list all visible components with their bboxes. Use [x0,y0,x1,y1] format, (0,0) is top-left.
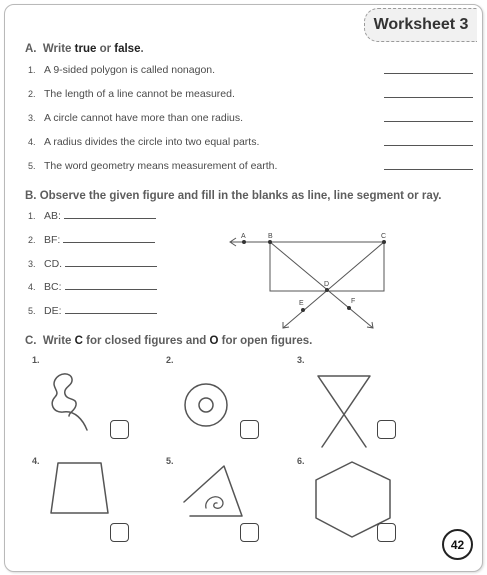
item-number: 5. [28,161,36,171]
worksheet-title-tag [364,8,477,42]
item-label: AB: [44,210,61,222]
figure-number: 4. [32,456,40,466]
line-ce [283,242,384,328]
blank-line[interactable] [65,305,157,314]
section-c-letter: C. [25,335,37,347]
item-label: CD. [44,258,63,270]
section-a-item [28,112,243,124]
item-text: A 9-sided polygon is called nonagon. [44,64,216,76]
section-a-item [28,160,277,172]
trapezium-shape [51,463,108,513]
section-c-o-letter: O [209,335,219,347]
inner-circle [199,398,213,412]
answer-box-3[interactable] [377,420,396,439]
item-number: 3. [28,259,36,269]
ring-figure [183,382,229,428]
answer-line[interactable] [384,145,473,146]
section-a-item [28,136,259,148]
answer-line[interactable] [384,169,473,170]
item-label: DE: [44,305,62,317]
answer-box-5[interactable] [240,523,259,542]
figure-number: 2. [166,355,174,365]
point-c [382,240,386,244]
answer-line[interactable] [384,121,473,122]
answer-box-1[interactable] [110,420,129,439]
section-b-item [28,258,157,270]
item-number: 2. [28,235,36,245]
item-number: 3. [28,113,36,123]
blank-line[interactable] [64,210,156,219]
answer-line[interactable] [384,97,473,98]
squiggle-curve-figure [45,370,95,432]
point-a [242,240,246,244]
section-a-item [28,64,215,76]
section-b-item [28,234,155,246]
section-c-heading [25,335,312,347]
section-b-item [28,305,157,317]
item-number: 1. [28,211,36,221]
blank-line[interactable] [65,258,157,267]
section-a-prefix: Write [42,43,75,55]
point-b [268,240,272,244]
section-a-letter: A. [25,43,37,55]
open-triangle-path [184,466,242,516]
squiggle-path [52,374,87,430]
hourglass-path [318,376,370,447]
outer-circle [185,384,227,426]
trapezium-figure [48,460,112,516]
section-c-text-2: for closed figures and [82,335,210,347]
label-f: F [351,298,356,305]
section-a-heading [25,43,144,55]
section-c-text-3: for open figures. [218,335,313,347]
label-a: A [241,233,246,240]
hourglass-cross-figure [314,372,374,448]
line-bf [270,242,373,328]
answer-box-6[interactable] [377,523,396,542]
page-number: 42 [442,529,473,560]
item-number: 4. [28,282,36,292]
item-text: The word geometry means measurement of earth. [44,160,278,172]
label-d: D [324,281,330,288]
worksheet-title: Worksheet 3 [373,16,469,33]
figure-number: 5. [166,456,174,466]
figure-number: 1. [32,355,40,365]
item-number: 5. [28,306,36,316]
section-b-heading: B. Observe the given figure and fill in the blanks as line, line segment or ray. [25,190,442,202]
lines-figure [225,228,405,333]
answer-box-4[interactable] [110,523,129,542]
section-c-text-1: Write [42,335,75,347]
triangle-spiral-figure [180,462,250,522]
answer-box-2[interactable] [240,420,259,439]
point-d [325,288,329,292]
blank-line[interactable] [65,281,157,290]
item-text: A circle cannot have more than one radius. [44,112,244,124]
item-number: 1. [28,65,36,75]
figure-number: 6. [297,456,305,466]
section-a-false-word: false [114,43,141,55]
section-b-item [28,210,156,222]
section-a-or-word: or [96,43,115,55]
figure-number: 3. [297,355,305,365]
label-e: E [299,300,304,307]
label-c: C [381,233,387,240]
label-b: B [268,233,273,240]
point-e [301,308,305,312]
section-c-c-letter: C [74,335,83,347]
item-label: BF: [44,234,61,246]
section-a-true-word: true [74,43,97,55]
item-text: The length of a line cannot be measured. [44,88,235,100]
spiral-path [206,497,223,509]
section-a-suffix: . [140,43,144,55]
item-text: A radius divides the circle into two equal parts. [44,136,260,148]
answer-line[interactable] [384,73,473,74]
item-label: BC: [44,281,62,293]
blank-line[interactable] [63,234,155,243]
item-number: 2. [28,89,36,99]
item-number: 4. [28,137,36,147]
point-f [347,306,351,310]
section-b-item [28,281,157,293]
section-a-item [28,88,235,100]
